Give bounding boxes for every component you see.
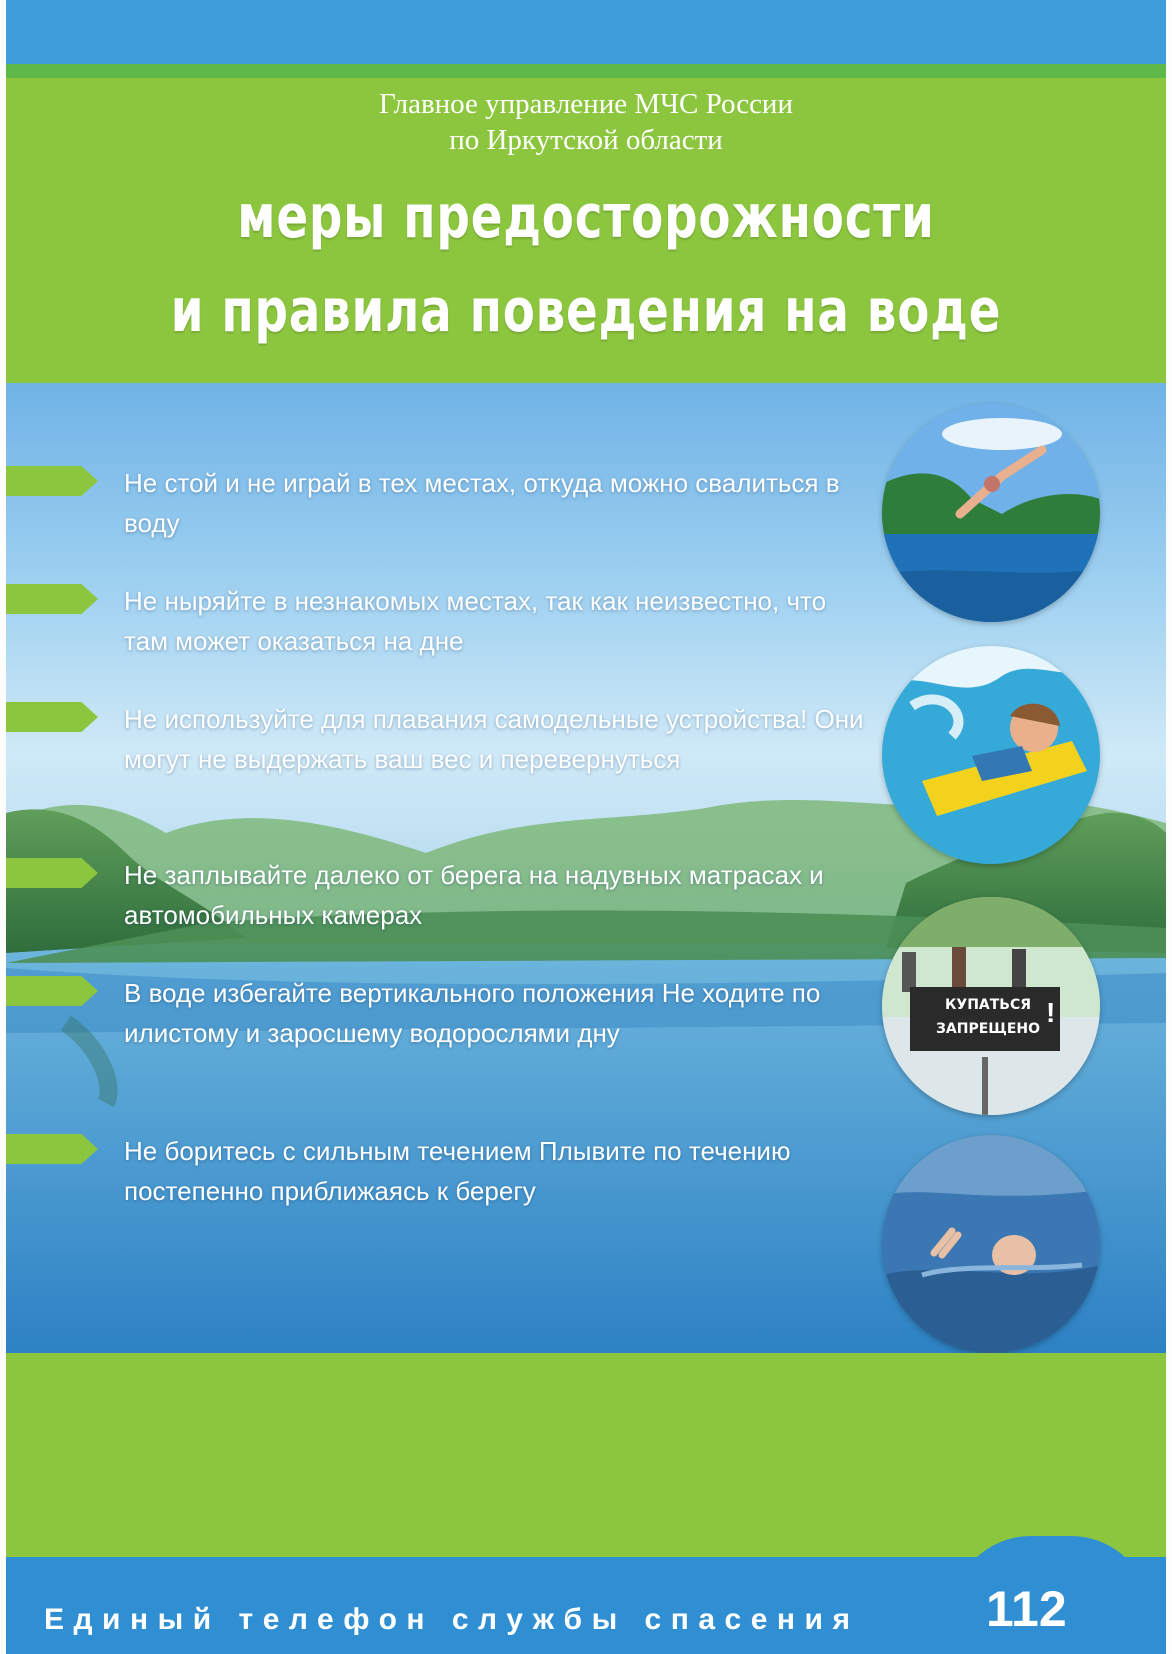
drowning-person-photo xyxy=(882,1135,1100,1353)
rule-text: Не стой и не играй в тех местах, откуда можно свалиться в воду xyxy=(124,468,840,538)
top-green-stripe xyxy=(6,64,1166,78)
agency-name xyxy=(6,86,1166,158)
leaflet xyxy=(6,0,1166,1654)
child-float-icon xyxy=(882,646,1100,864)
green-arrow-icon xyxy=(6,976,98,1006)
green-arrow-icon xyxy=(6,466,98,496)
rule-text: Не боритесь с сильным течением Плывите по течению постепенно приближаясь к берегу xyxy=(124,1136,791,1206)
green-arrow-icon xyxy=(6,702,98,732)
green-arrow-icon xyxy=(6,1134,98,1164)
sign-line-2: ЗАПРЕЩЕНО xyxy=(935,1021,1041,1037)
sign-line-1: КУПАТЬСЯ xyxy=(944,997,1032,1013)
rule-text: Не заплывайте далеко от берега на надувных матрасах и автомобильных камерах xyxy=(124,860,824,930)
agency-line-2: по Иркутской области xyxy=(449,124,723,156)
diver-icon xyxy=(882,404,1100,622)
sign-exclamation: ! xyxy=(1046,997,1056,1028)
drowning-icon xyxy=(882,1135,1100,1353)
title-line-2: и правила поведения на воде xyxy=(170,276,1002,346)
title-line-1: меры предосторожности xyxy=(237,182,935,252)
sign-label xyxy=(918,993,1058,1041)
emergency-number: 112 xyxy=(986,1581,1067,1637)
green-arrow-icon xyxy=(6,584,98,614)
rule-text: Не ныряйте в незнакомых местах, так как неизвестно, что там может оказаться на дне xyxy=(124,586,827,656)
agency-line-1: Главное управление МЧС России xyxy=(379,88,793,120)
top-blue-band xyxy=(6,0,1166,64)
child-on-float-photo xyxy=(882,646,1100,864)
page-title xyxy=(134,170,1039,358)
green-arrow-icon xyxy=(6,858,98,888)
bottom-green-panel xyxy=(6,1353,1166,1557)
footer-label: Единый телефон службы спасения xyxy=(44,1603,860,1636)
rule-text: В воде избегайте вертикального положения Не ходите по илистому и заросшему водорослями дну xyxy=(124,978,821,1048)
diver-photo xyxy=(882,404,1100,622)
rule-text: Не используйте для плавания самодельные устройства! Они могут не выдержать ваш вес и перевернуться xyxy=(124,704,864,774)
no-swimming-sign-photo xyxy=(882,897,1100,1115)
